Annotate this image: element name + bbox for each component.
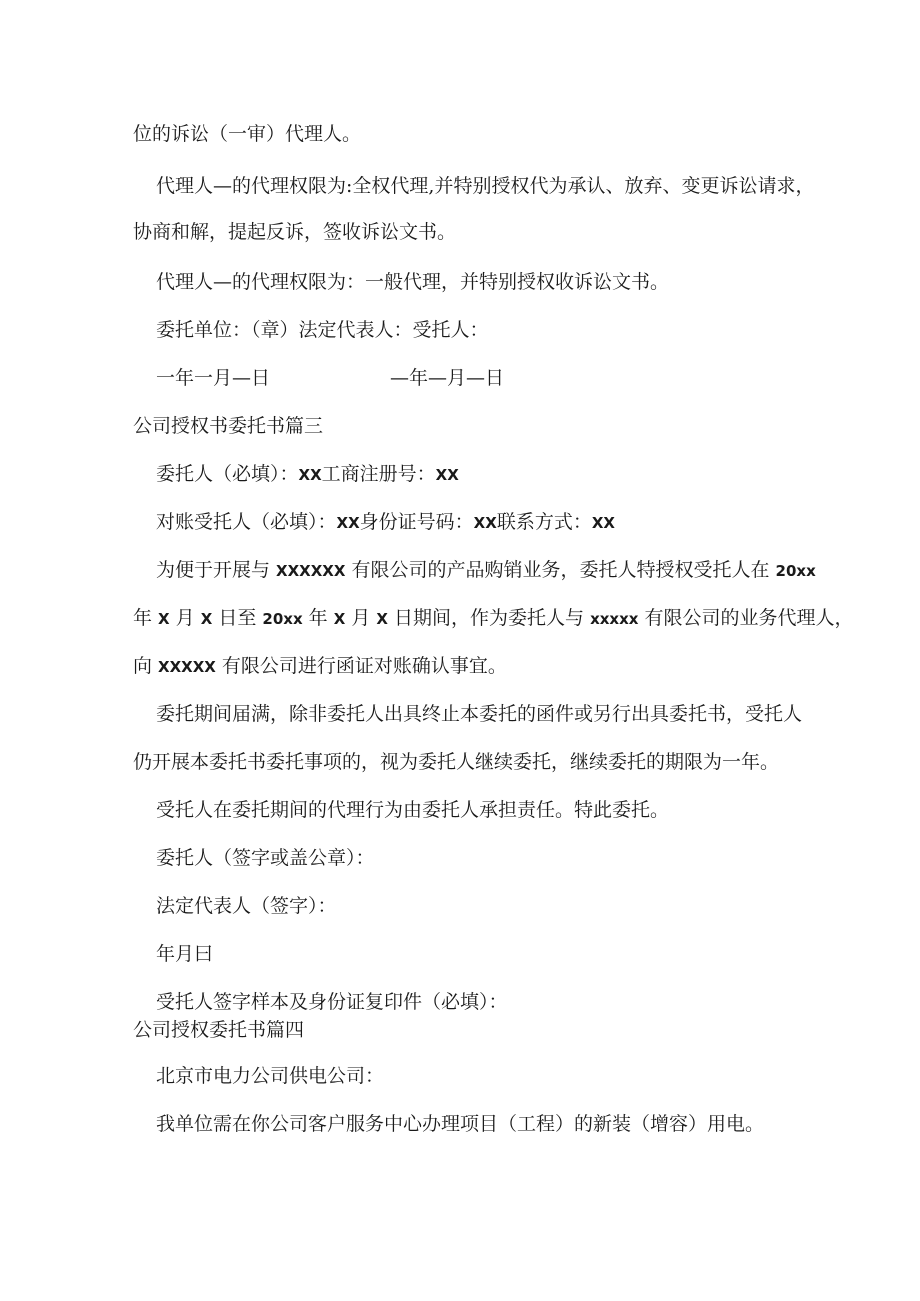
text-span: 月 — [169, 607, 201, 629]
placeholder-span: X — [376, 610, 388, 628]
text-span: 月 — [345, 607, 377, 629]
paragraph-line — [133, 654, 507, 679]
placeholder-span: XX — [298, 466, 322, 484]
text-span: 委托人（必填）： — [156, 463, 299, 485]
placeholder-span: XX — [591, 514, 615, 532]
signature-line: 委托单位：（章）法定代表人：受托人： — [156, 319, 489, 341]
signature-line: 受托人签字样本及身份证复印件（必填）： — [156, 991, 508, 1013]
paragraph-line — [156, 558, 816, 583]
placeholder-span: XXXXX — [158, 658, 216, 676]
section-heading: 公司授权书委托书篇三 — [133, 415, 324, 437]
paragraph-line: 委托期间届满，除非委托人出具终止本委托的函件或另行出具委托书，受托人 — [156, 703, 803, 725]
text-span: 身份证号码： — [359, 511, 474, 533]
placeholder-span: 20xx — [775, 562, 816, 580]
placeholder-span: xxxxx — [590, 610, 639, 628]
text-span: 有限公司的业务代理人， — [638, 607, 854, 629]
placeholder-span: XX — [336, 514, 360, 532]
text-span: 有限公司的产品购销业务，委托人特授权受托人在 — [345, 559, 776, 581]
text-span: 工商注册号： — [321, 463, 436, 485]
placeholder-span: X — [158, 610, 170, 628]
text-span: 日至 — [212, 607, 263, 629]
section-heading: 公司授权委托书篇四 — [133, 1019, 305, 1041]
paragraph-line: 位的诉讼（一审）代理人。 — [133, 123, 362, 145]
text-span: 为便于开展与 — [156, 559, 277, 581]
text-span: 有限公司进行函证对账确认事宜。 — [215, 655, 507, 677]
signature-line: 法定代表人（签字）： — [156, 895, 337, 917]
paragraph-line: 代理人—的代理权限为：一般代理，并特别授权收诉讼文书。 — [156, 271, 670, 293]
signature-line: 委托人（签字或盖公章）： — [156, 847, 375, 869]
paragraph-line: 受托人在委托期间的代理行为由委托人承担责任。特此委托。 — [156, 799, 670, 821]
text-span: 对账受托人（必填）： — [156, 511, 337, 533]
placeholder-span: XX — [473, 514, 497, 532]
text-span: 联系方式： — [496, 511, 592, 533]
date-line: 年月曰 — [156, 943, 214, 965]
paragraph-line: 代理人—的代理权限为:全权代理,并特别授权代为承认、放弃、变更诉讼请求， — [156, 175, 815, 197]
placeholder-span: XX — [435, 466, 459, 484]
text-span: 年 — [302, 607, 334, 629]
paragraph-line — [156, 462, 459, 487]
paragraph-line: 协商和解，提起反诉，签收诉讼文书。 — [133, 221, 457, 243]
text-span: 日期间，作为委托人与 — [387, 607, 591, 629]
placeholder-span: XXXXXX — [276, 562, 346, 580]
placeholder-span: X — [333, 610, 346, 628]
placeholder-span: 20xx — [262, 610, 303, 628]
paragraph-line — [156, 510, 615, 535]
paragraph-line — [133, 606, 854, 631]
date-line: 一年一月—日 — [156, 367, 271, 389]
text-span: 向 — [133, 655, 159, 677]
paragraph-line: 仍开展本委托书委托事项的，视为委托人继续委托，继续委托的期限为一年。 — [133, 751, 780, 773]
text-span: 年 — [133, 607, 159, 629]
paragraph-line: 北京市电力公司供电公司： — [156, 1065, 385, 1087]
date-line: —年—月—日 — [390, 367, 505, 389]
placeholder-span: X — [200, 610, 213, 628]
paragraph-line: 我单位需在你公司客户服务中心办理项目（工程）的新装（增容）用电。 — [156, 1113, 765, 1135]
